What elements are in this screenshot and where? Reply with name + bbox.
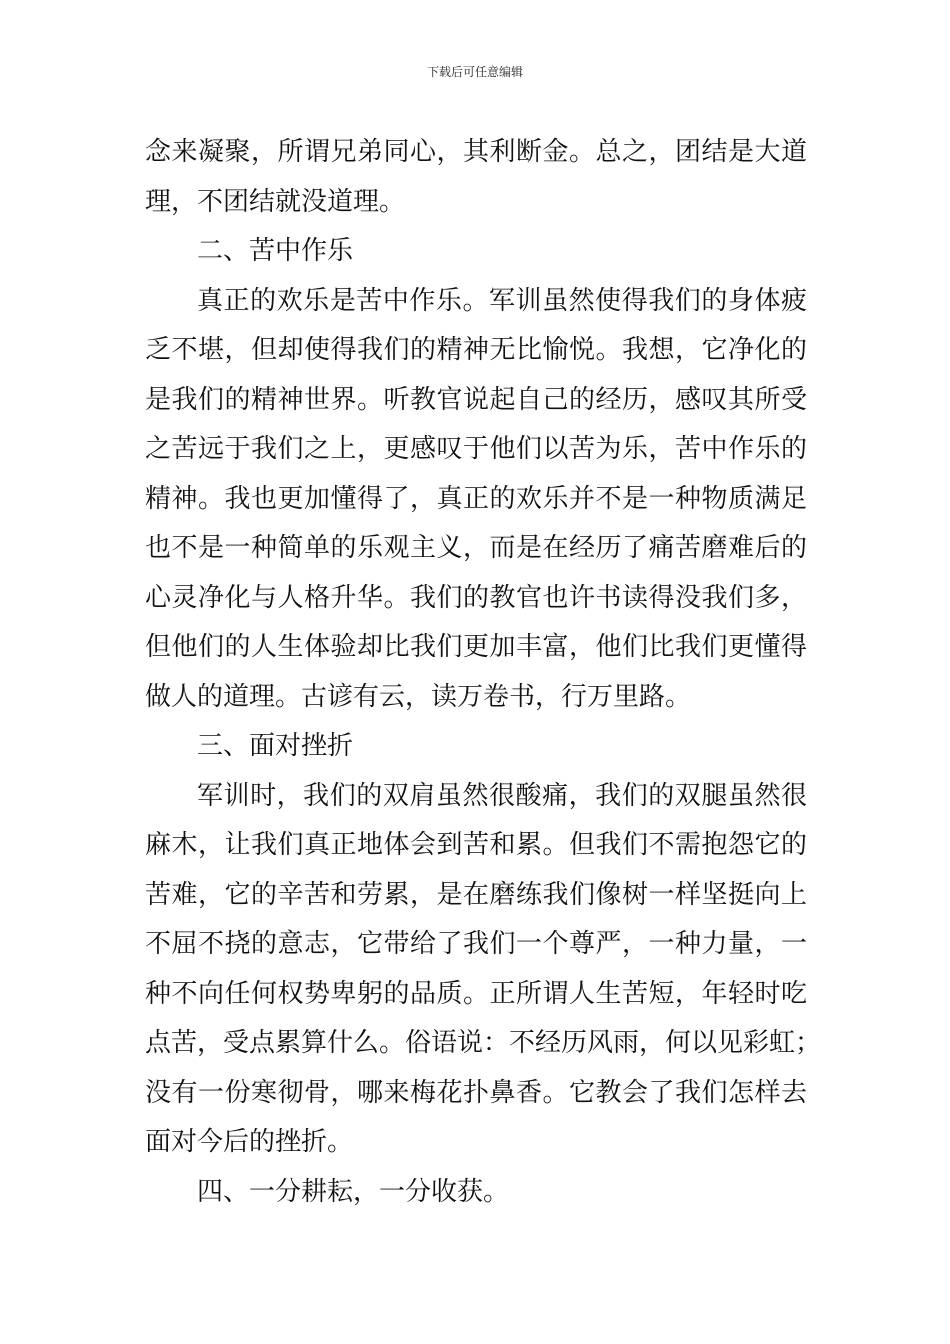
text-line: 也不是一种简单的乐观主义，而是在经历了痛苦磨难后的	[145, 533, 807, 563]
section-heading: 三、面对挫折	[197, 731, 354, 761]
text-line: 苦难，它的辛苦和劳累，是在磨练我们像树一样坚挺向上	[145, 879, 807, 910]
text-line: 精神。我也更加懂得了，真正的欢乐并不是一种物质满足	[145, 483, 807, 514]
text-line: 军训时，我们的双肩虽然很酸痛，我们的双腿虽然很	[197, 780, 807, 811]
text-line: 做人的道理。古谚有云，读万卷书，行万里路。	[145, 681, 692, 712]
text-line: 点苦，受点累算什么。俗语说：不经历风雨，何以见彩虹；	[145, 1028, 822, 1058]
text-line: 乏不堪，但却使得我们的精神无比愉悦。我想，它净化的	[145, 335, 807, 365]
text-line: 理，不团结就没道理。	[145, 186, 406, 217]
text-line: 之苦远于我们之上，更感叹于他们以苦为乐，苦中作乐的	[145, 434, 807, 464]
text-line: 真正的欢乐是苦中作乐。军训虽然使得我们的身体疲	[197, 285, 807, 316]
section-heading: 四、一分耕耘，一分收获。	[197, 1176, 510, 1207]
text-line: 心灵净化与人格升华。我们的教官也许书读得没我们多，	[145, 582, 807, 613]
text-line: 没有一份寒彻骨，哪来梅花扑鼻香。它教会了我们怎样去	[145, 1077, 807, 1108]
text-line: 念来凝聚，所谓兄弟同心，其利断金。总之，团结是大道	[145, 137, 807, 167]
text-line: 但他们的人生体验却比我们更加丰富，他们比我们更懂得	[145, 632, 807, 662]
section-heading: 二、苦中作乐	[197, 236, 354, 266]
text-line: 不屈不挠的意志，它带给了我们一个尊严，一种力量，一	[145, 929, 807, 959]
text-line: 麻木，让我们真正地体会到苦和累。但我们不需抱怨它的	[145, 830, 807, 860]
text-line: 种不向任何权势卑躬的品质。正所谓人生苦短，年轻时吃	[145, 978, 807, 1009]
document-body	[145, 128, 822, 1217]
text-line: 是我们的精神世界。听教官说起自己的经历，感叹其所受	[145, 384, 807, 415]
page-header: 下载后可任意编辑	[426, 65, 523, 79]
text-line: 面对今后的挫折。	[145, 1127, 354, 1157]
